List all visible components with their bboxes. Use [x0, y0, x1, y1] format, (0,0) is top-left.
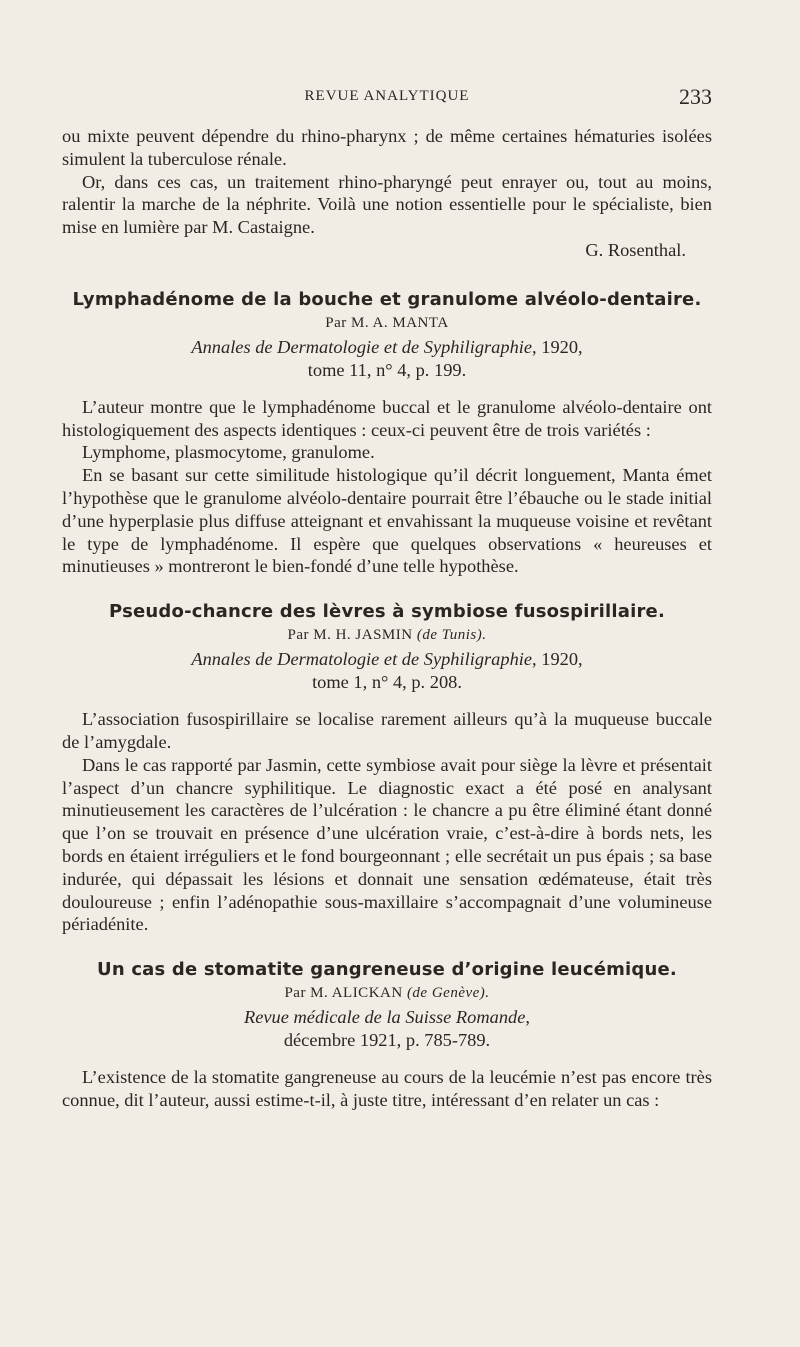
intro-paragraph: ou mixte peuvent dépendre du rhino-pharynx ; de même certaines hématuries isolées simulent la tuberculose rénale.	[62, 126, 712, 169]
author-affiliation: (de Genève).	[406, 985, 490, 1002]
citation-details: tome 1, n° 4, p. 208.	[312, 672, 462, 693]
article-paragraph: L’existence de la stomatite gangreneuse au cours de la leucémie n’est pas encore très connue, dit l’auteur, aussi estime-t-il, à juste titre, intéressant d’en relater un cas :	[62, 1067, 712, 1110]
intro-paragraph: Or, dans ces cas, un traitement rhino-pharyngé peut enrayer ou, tout au moins, ralentir la marche de la néphrite. Voilà une notion essentielle pour le spécialiste, bien mise en lumière par M. Castaigne.	[62, 171, 712, 238]
article-author: Par M. ALICKAN	[284, 985, 403, 1002]
article-paragraph: Dans le cas rapporté par Jasmin, cette symbiose avait pour siège la lèvre et présentait l’aspect d’un chancre syphilitique. Le diagnostic exact a été posé en analysant minutieusement les caractères de l’ulcération : le chancre a pu être éliminé étant donné que l’on se trouvait en présence d’une ulcération vraie, c’est-à-dire à bords nets, les bords en étaient irréguliers et le fond bourgeonnant ; elle secrétait un pus épais ; sa base indurée, qui dépassait les lésions et donnait une sensation œdémateuse, était très douloureuse ; enfin l’adénopathie sous-maxillaire s’accompagnait d’une volumineuse périadénite.	[62, 754, 712, 935]
article-title: Lymphadénome de la bouche et granulome alvéolo-dentaire.	[72, 288, 702, 310]
running-head	[62, 84, 712, 114]
article-source	[62, 336, 712, 382]
article-body	[62, 396, 712, 578]
citation-year: , 1920,	[532, 649, 583, 670]
article-title: Un cas de stomatite gangreneuse d’origine leucémique.	[97, 959, 677, 981]
article-author: Par M. A. MANTA	[325, 314, 449, 331]
article-paragraph: L’auteur montre que le lymphadénome buccal et le granulome alvéolo-dentaire ont histologiquement des aspects identiques : ceux-ci peuvent être de trois variétés :	[62, 396, 712, 440]
article-pseudo-chancre	[62, 600, 712, 936]
citation-year: , 1920,	[532, 336, 583, 357]
article-byline	[62, 982, 712, 1004]
article-body	[62, 708, 712, 936]
journal-title: Revue médicale de la Suisse Romande	[244, 1007, 526, 1028]
citation-year: ,	[525, 1007, 530, 1028]
article-paragraph: En se basant sur cette similitude histologique qu’il décrit longuement, Manta émet l’hypothèse que le granulome alvéolo-dentaire pourrait être l’ébauche ou le stade initial d’une hyperplasie plus diffuse atteignant et envahissant la muqueuse voisine et revêtant le type de lymphadénome. Il espère que quelques observations « heureuses et minutieuses » montreront le bien-fondé d’une telle hypothèse.	[62, 465, 712, 577]
page-number: 233	[679, 84, 712, 109]
article-stomatite	[62, 958, 712, 1112]
article-byline	[62, 624, 712, 646]
article-byline	[62, 312, 712, 334]
signature: G. Rosenthal.	[585, 239, 686, 260]
article-author: Par M. H. JASMIN	[287, 627, 413, 644]
citation-details: décembre 1921, p. 785-789.	[283, 1030, 491, 1051]
article-lymphadenome	[62, 288, 712, 578]
journal-running-title: REVUE ANALYTIQUE	[304, 88, 470, 104]
citation-details: tome 11, n° 4, p. 199.	[307, 359, 467, 380]
article-body	[62, 1066, 712, 1112]
article-source	[62, 1006, 712, 1052]
journal-title: Annales de Dermatologie et de Syphiligraphie	[191, 649, 533, 670]
article-source	[62, 648, 712, 694]
article-paragraph: Lymphome, plasmocytome, granulome.	[82, 442, 375, 463]
page-content	[62, 125, 712, 1112]
article-title: Pseudo-chancre des lèvres à symbiose fusospirillaire.	[109, 601, 665, 623]
journal-title: Annales de Dermatologie et de Syphiligraphie	[191, 336, 533, 357]
article-paragraph: L’association fusospirillaire se localise rarement ailleurs qu’à la muqueuse buccale de l’amygdale.	[62, 709, 712, 752]
intro-section	[62, 125, 712, 262]
author-affiliation: (de Tunis).	[416, 627, 487, 644]
